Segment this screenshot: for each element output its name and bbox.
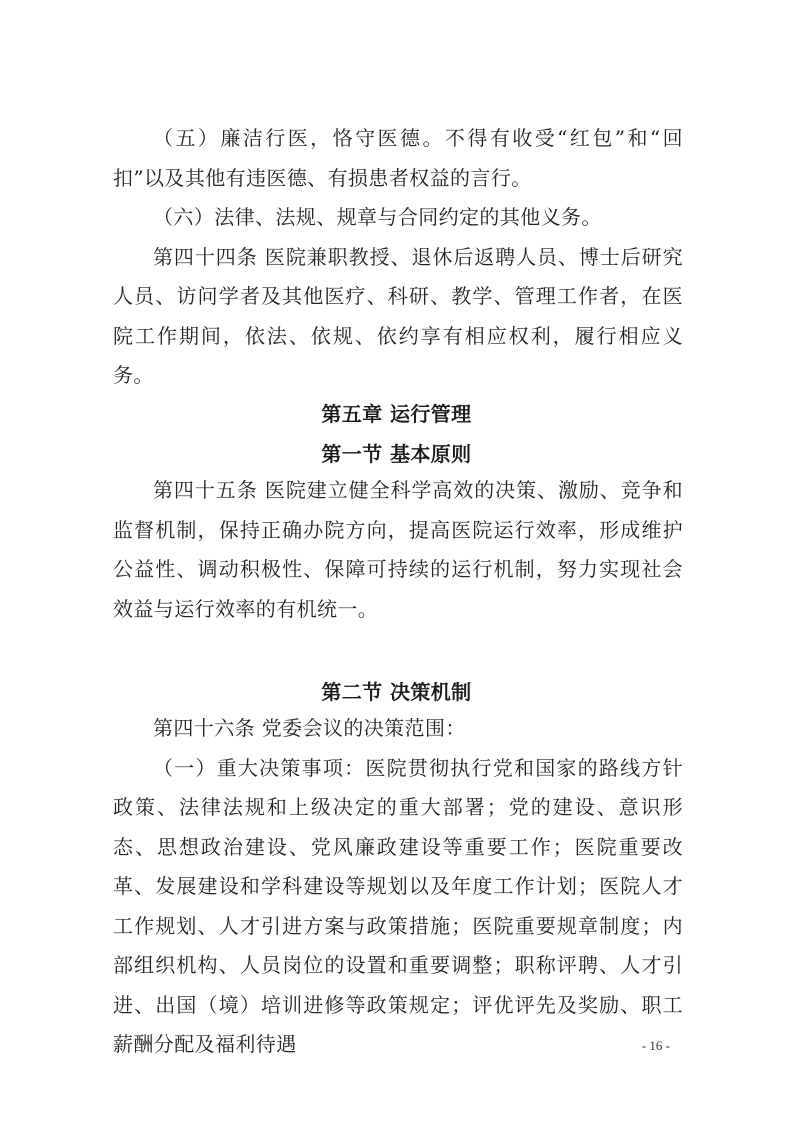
page-number: - 16 - xyxy=(641,1038,670,1053)
text-block-principles xyxy=(113,471,683,629)
paragraph-article-46: 第四十六条 党委会议的决策范围： xyxy=(153,716,466,740)
paragraph-article-44: 第四十四条 医院兼职教授、退休后返聘人员、博士后研究人员、访问学者及其他医疗、科研、教学、管理工作者，在医院工作期间，依法、依规、依约享有相应权利，履行相应义务。 xyxy=(113,244,683,387)
text-block-decision xyxy=(113,709,683,1065)
paragraph-item-5: （五）廉洁行医，恪守医德。不得有收受“红包”和“回扣”以及其他有违医德、有损患者权益的言行。 xyxy=(113,126,683,190)
paragraph-article-45: 第四十五条 医院建立健全科学高效的决策、激励、竞争和监督机制，保持正确办院方向，提高医院运行效率，形成维护公益性、调动积极性、保障可持续的运行机制，努力实现社会效益与运行效率的有机统一。 xyxy=(113,478,683,621)
paragraph-item-6: （六）法律、法规、规章与合同约定的其他义务。 xyxy=(153,205,602,229)
paragraph-major-decisions: （一）重大决策事项：医院贯彻执行党和国家的路线方针政策、法律法规和上级决定的重大部署；党的建设、意识形态、思想政治建设、党风廉政建设等重要工作；医院重要改革、发展建设和学科建设等规划以及年度工作计划；医院人才工作规划、人才引进方案与政策措施；医院重要规章制度；内部组织机构、人员岗位的设置和重要调整；职称评聘、人才引进、出国（境）培训进修等政策规定；评优评先及奖励、职工薪酬分配及福利待遇 xyxy=(113,755,683,1056)
section-title-principles: 第一节 基本原则 xyxy=(321,442,472,466)
chapter-title: 第五章 运行管理 xyxy=(321,402,472,426)
section-title-decision: 第二节 决策机制 xyxy=(321,680,472,704)
text-block-obligations xyxy=(113,119,683,396)
